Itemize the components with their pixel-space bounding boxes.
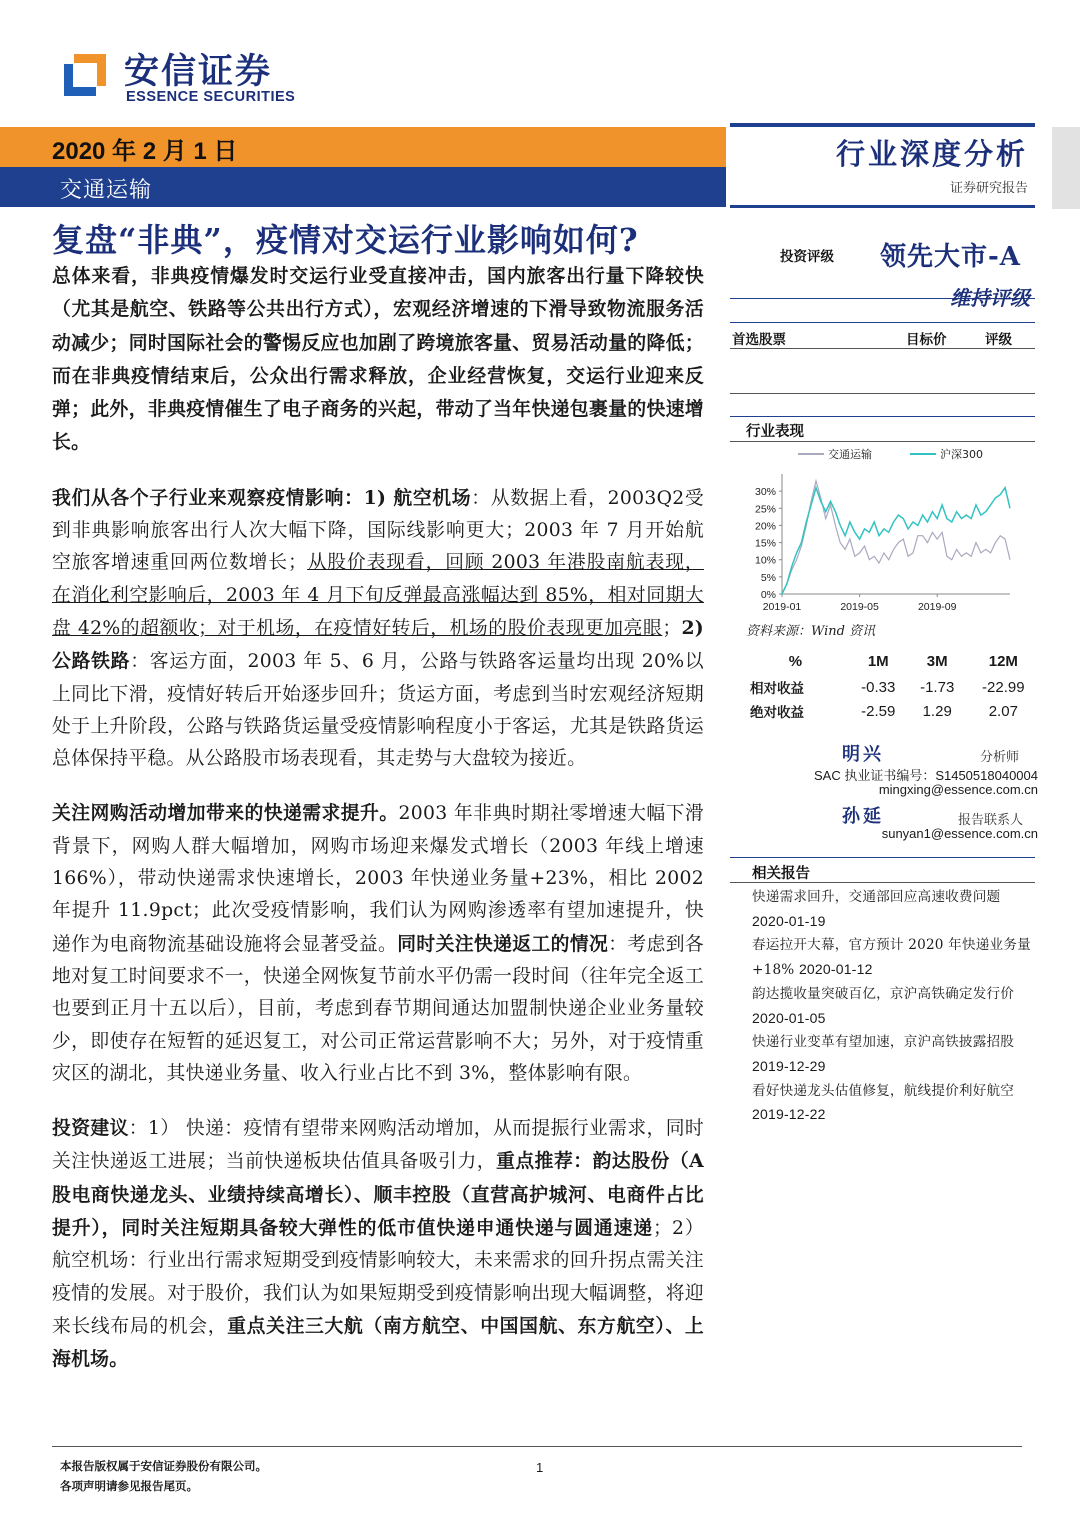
industry-performance-label: 行业表现 [746, 423, 804, 440]
summary-text: 总体来看，非典疫情爆发时交运行业受直接冲击，国内旅客出行量下降较快（尤其是航空、铁路等公共出行方式），宏观经济增速的下滑导致物流服务活动减少；同时国际社会的警惕反应也加剧了跨境旅客量、贸易活动量的降低；而在非典疫情结束后，公众出行需求释放，企业经营恢复，交运行业迎来反弹；此外，非典疫情催生了电子商务的兴起，带动了当年快递包裹量的快速增长。 [52, 265, 704, 454]
y-tick-label: 15% [754, 537, 776, 550]
top-picks-label: 首选股票 [732, 332, 786, 348]
returns-table [742, 650, 1040, 723]
rating-label: 投资评级 [780, 249, 834, 265]
related-report-title: 快递行业变革有望加速，京沪高铁披露招股 [752, 1034, 1015, 1051]
performance-chart [740, 442, 1032, 617]
aviation-picks: 重点关注三大航（南方航空、中国国航、东方航空）、上海机场。 [52, 1314, 705, 1371]
related-report-item[interactable] [752, 886, 1034, 934]
essence-logo-icon [60, 50, 110, 100]
sidebar-rule [730, 393, 1035, 394]
footer-copyright: 本报告版权属于安信证券股份有限公司。 [60, 1459, 267, 1473]
related-report-date: 2019-12-22 [752, 1106, 826, 1123]
return-value: -0.33 [861, 678, 896, 696]
sidebar-rule [730, 348, 1035, 349]
page-number: 1 [536, 1460, 544, 1475]
related-report-date: 2019-12-29 [752, 1057, 826, 1074]
express-text: 2003 年非典时期社零增速大幅下滑背景下，网购人群大幅增加，网购市场迎来爆发式增长（2003 年线上增速 166%），带动快递需求快速增长，2003 年快递业务量+23%，相比 2002 年提升 11.9pct；此次受疫情影响，我们认为网购渗透率有望加速提升，快递作为电商物流基础设施将会显著受益。 [52, 803, 704, 955]
header-rule-bottom [730, 205, 1035, 208]
industry-label: 交通运输 [60, 178, 153, 203]
related-report-item[interactable] [752, 1080, 1034, 1128]
road-rail-text: ：客运方面，2003 年 5、6 月，公路与铁路客运量均出现 20%以上同比下滑，疫情好转后开始逐步回升；货运方面，考虑到当时宏观经济短期处于上升阶段，公路与铁路货运量受疫情影响程度小于客运，尤其是铁路货运总体保持平稳。从公路股市场表现看，其走势与大盘较为接近。 [52, 651, 704, 770]
sidebar-rule [730, 416, 1035, 417]
paragraph-investment [52, 1112, 704, 1376]
row-label: 相对收益 [750, 681, 804, 697]
related-reports-label: 相关报告 [752, 865, 810, 882]
report-type: 行业深度分析 [835, 137, 1028, 171]
subsector-heading: 我们从各个子行业来观察疫情影响：1) 航空机场 [52, 486, 472, 509]
legend-label: 交通运输 [828, 448, 872, 461]
brand-name-en: ESSENCE SECURITIES [126, 89, 296, 105]
series-line-hs300 [782, 488, 1010, 594]
returns-header-cell: % [788, 653, 803, 670]
return-value: 1.29 [922, 702, 952, 720]
investment-heading: 投资建议 [52, 1117, 129, 1140]
rating-value: 领先大市-A [880, 242, 1021, 272]
related-report-title: 春运拉开大幕，官方预计 2020 年快递业务量+18% [752, 937, 1031, 979]
pick-rating-label: 评级 [985, 332, 1012, 348]
stock-performance-text: 从股价表现看，回顾 2003 年港股南航表现，在消化利空影响后，2003 年 4 月下旬反弹最高涨幅达到 85%，相对同期大盘 42%的超额收；对于机场，在疫情好转后，机场的股价表现更加亮眼 [52, 552, 704, 639]
analyst-name: 明兴 [842, 744, 884, 765]
express-return-text: ：考虑到各地对复工时间要求不一，快递全网恢复节前水平仍需一段时间（往年完全返工也要到正月十五以后），目前，考虑到春节期间通达加盟制快递企业业务量较少，即使存在短暂的延迟复工，对公司正常运营影响不大；另外，对于疫情重灾区的湖北，其快递业务量、收入行业占比不到 3%，整体影响有限。 [52, 933, 704, 1084]
footer-disclaimer: 各项声明请参见报告尾页。 [60, 1479, 198, 1493]
road-rail-heading: 2) 公路铁路 [52, 616, 704, 673]
analyst-role: 分析师 [980, 750, 1020, 765]
analyst-email[interactable]: mingxing@essence.com.cn [878, 782, 1038, 797]
contact-role: 报告联系人 [958, 813, 1024, 828]
report-subtype: 证券研究报告 [949, 181, 1028, 196]
x-tick-label: 2019-05 [840, 601, 879, 613]
chart-source: 资料来源：Wind 资讯 [746, 624, 876, 639]
express-picks: 重点推荐：韵达股份（A 股电商快递龙头、业绩持续高增长）、顺丰控股（直营高护城河、电商件占比提升），同时关注短期具备较大弹性的低市值快递申通快递与圆通速递 [52, 1150, 705, 1240]
separator-text: ； [662, 617, 682, 639]
investment-text: ：1） 快递：疫情有望带来网购活动增加，从而提振行业需求，同时关注快递返工进展；当前快递板块估值具备吸引力， [52, 1118, 705, 1173]
related-report-date: 2020-01-12 [798, 961, 873, 978]
return-value: 2.07 [988, 702, 1018, 720]
aviation-advice-text: ；2） 航空机场：行业出行需求短期受到疫情影响较大，未来需求的回升拐点需关注疫情的发展。对于股价，我们认为如果短期受到疫情影响出现大幅调整，将迎来长线布局的机会， [52, 1218, 704, 1337]
x-tick-label: 2019-01 [762, 601, 802, 613]
return-value: -2.59 [861, 702, 896, 720]
related-report-date: 2020-01-05 [752, 1009, 826, 1026]
returns-header-row [742, 650, 1040, 675]
y-tick-label: 10% [754, 554, 776, 567]
paragraph-summary [52, 260, 704, 460]
footer-rule [52, 1446, 1022, 1447]
related-report-title: 快递需求回升，交通部回应高速收费问题 [752, 889, 1001, 905]
y-tick-label: 20% [754, 520, 776, 533]
related-report-title: 看好快递龙头估值修复，航线提价利好航空 [752, 1082, 1015, 1099]
returns-header-cell: 1M [867, 653, 889, 670]
page-title: 复盘“非典”，疫情对交运行业影响如何? [52, 221, 639, 259]
series-line-transport [782, 481, 1010, 594]
related-report-title: 韵达揽收量突破百亿，京沪高铁确定发行价 [752, 985, 1015, 1002]
returns-row-relative [742, 675, 1040, 699]
returns-row-absolute [742, 699, 1040, 723]
main-body [52, 260, 704, 1399]
aviation-text: ：从数据上看，2003Q2受到非典影响旅客出行人次大幅下降，国际线影响更大；2003 年 7 月开始航空旅客增速重回两位数增长； [52, 487, 704, 574]
return-value: -22.99 [982, 678, 1025, 696]
returns-header-cell: 12M [988, 653, 1018, 670]
y-tick-label: 5% [760, 571, 776, 584]
related-report-item[interactable] [752, 983, 1034, 1031]
express-heading: 关注网购活动增加带来的快递需求提升。 [52, 802, 399, 825]
target-price-label: 目标价 [906, 332, 947, 348]
returns-header-cell: 3M [926, 653, 948, 670]
paragraph-subsectors [52, 482, 704, 776]
sidebar-rule [730, 857, 1035, 858]
return-value: -1.73 [920, 678, 955, 696]
sidebar-rule [730, 882, 1035, 883]
header-rule-top [730, 123, 1035, 127]
related-report-item[interactable] [752, 1031, 1034, 1079]
paragraph-express [52, 797, 704, 1090]
legend-label: 沪深300 [940, 448, 983, 461]
sidebar-rule [730, 322, 1035, 323]
y-tick-label: 30% [754, 486, 776, 499]
analyst-sac-number: SAC 执业证书编号：S1450518040004 [813, 768, 1038, 783]
related-report-date: 2020-01-19 [752, 912, 826, 929]
rating-maintain: 维持评级 [950, 286, 1030, 310]
y-tick-label: 0% [760, 589, 776, 601]
header-side-block [1052, 127, 1080, 209]
brand-logo [60, 42, 320, 112]
report-date: 2020 年 2 月 1 日 [52, 138, 238, 165]
contact-name: 孙延 [842, 806, 884, 827]
related-reports-list [752, 886, 1034, 1128]
express-return-heading: 同时关注快递返工的情况 [397, 932, 609, 955]
brand-name-cn: 安信证券 [124, 52, 273, 92]
row-label: 绝对收益 [750, 705, 804, 721]
contact-email[interactable]: sunyan1@essence.com.cn [881, 826, 1038, 841]
x-tick-label: 2019-09 [917, 601, 957, 613]
y-tick-label: 25% [754, 503, 776, 516]
related-report-item[interactable] [752, 934, 1034, 982]
